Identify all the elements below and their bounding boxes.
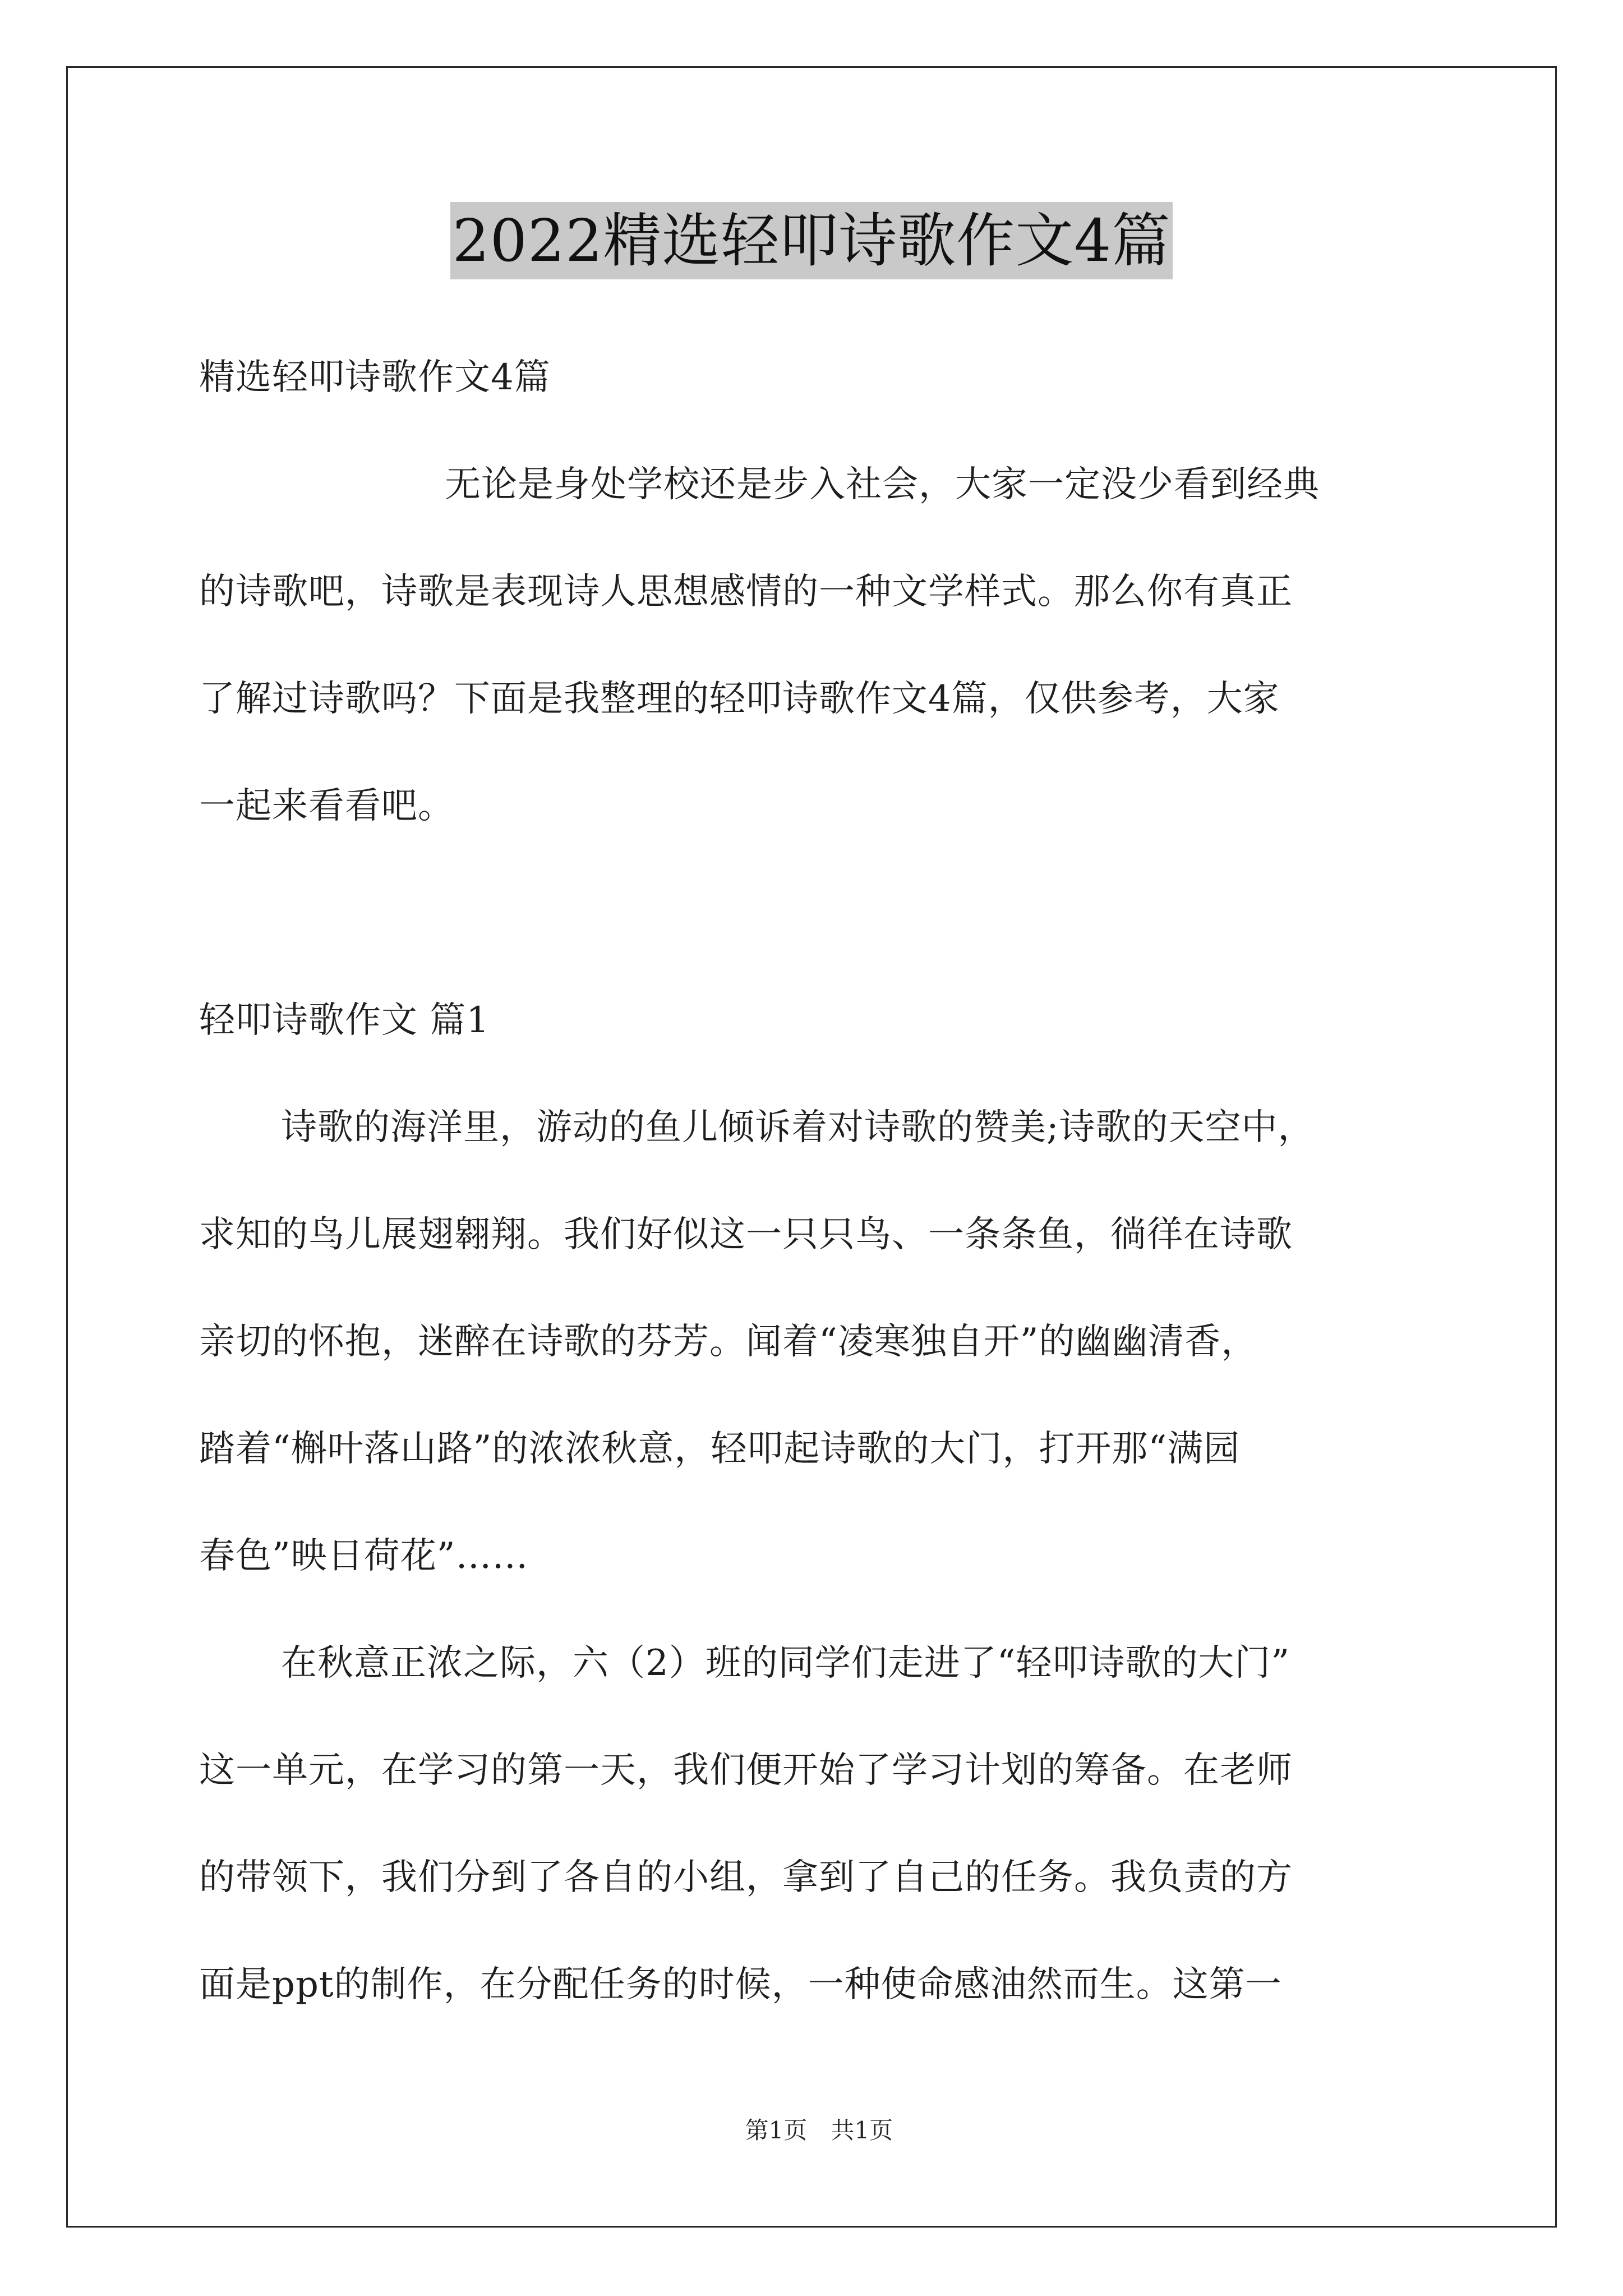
document-subtitle (199, 357, 1433, 398)
paragraph-line: 的带领下，我们分到了各自的小组，拿到了自己的任务。我负责的方 (199, 1857, 1293, 1898)
paragraph-line: 诗歌的海洋里，游动的鱼儿倾诉着对诗歌的赞美;诗歌的天空中， (281, 1107, 1315, 1148)
page-number-label: 第1页 共1页 (745, 2116, 893, 2144)
title-container (0, 202, 1623, 279)
intro-line: 了解过诗歌吗？下面是我整理的轻叩诗歌作文4篇，仅供参考，大家 (199, 678, 1280, 720)
paragraph-line: 春色”映日荷花”…… (199, 1535, 529, 1577)
paragraph-line: 面是ppt的制作，在分配任务的时候，一种使命感油然而生。这第一 (199, 1964, 1282, 2005)
document-title: 2022精选轻叩诗歌作文4篇 (450, 202, 1173, 279)
section-heading-text: 轻叩诗歌作文 篇1 (199, 1000, 490, 1041)
intro-line: 无论是身处学校还是步入社会，大家一定没少看到经典 (445, 464, 1320, 505)
paragraph-line: 亲切的怀抱，迷醉在诗歌的芬芳。闻着“凌寒独自开”的幽幽清香， (199, 1321, 1258, 1363)
paragraph-line: 求知的鸟儿展翅翱翔。我们好似这一只只鸟、一条条鱼，徜徉在诗歌 (199, 1214, 1293, 1255)
subtitle-text: 精选轻叩诗歌作文4篇 (199, 357, 551, 398)
intro-line: 一起来看看吧。 (199, 785, 454, 827)
paragraph-line: 这一单元，在学习的第一天，我们便开始了学习计划的筹备。在老师 (199, 1750, 1293, 1791)
intro-line: 的诗歌吧，诗歌是表现诗人思想感情的一种文学样式。那么你有真正 (199, 571, 1293, 613)
paragraph-line: 在秋意正浓之际，六（2）班的同学们走进了“轻叩诗歌的大门” (281, 1642, 1290, 1684)
paragraph-line: 踏着“槲叶落山路”的浓浓秋意，轻叩起诗歌的大门，打开那“满园 (199, 1428, 1241, 1470)
section-heading (199, 1000, 1433, 1041)
page-footer (0, 2088, 1623, 2145)
